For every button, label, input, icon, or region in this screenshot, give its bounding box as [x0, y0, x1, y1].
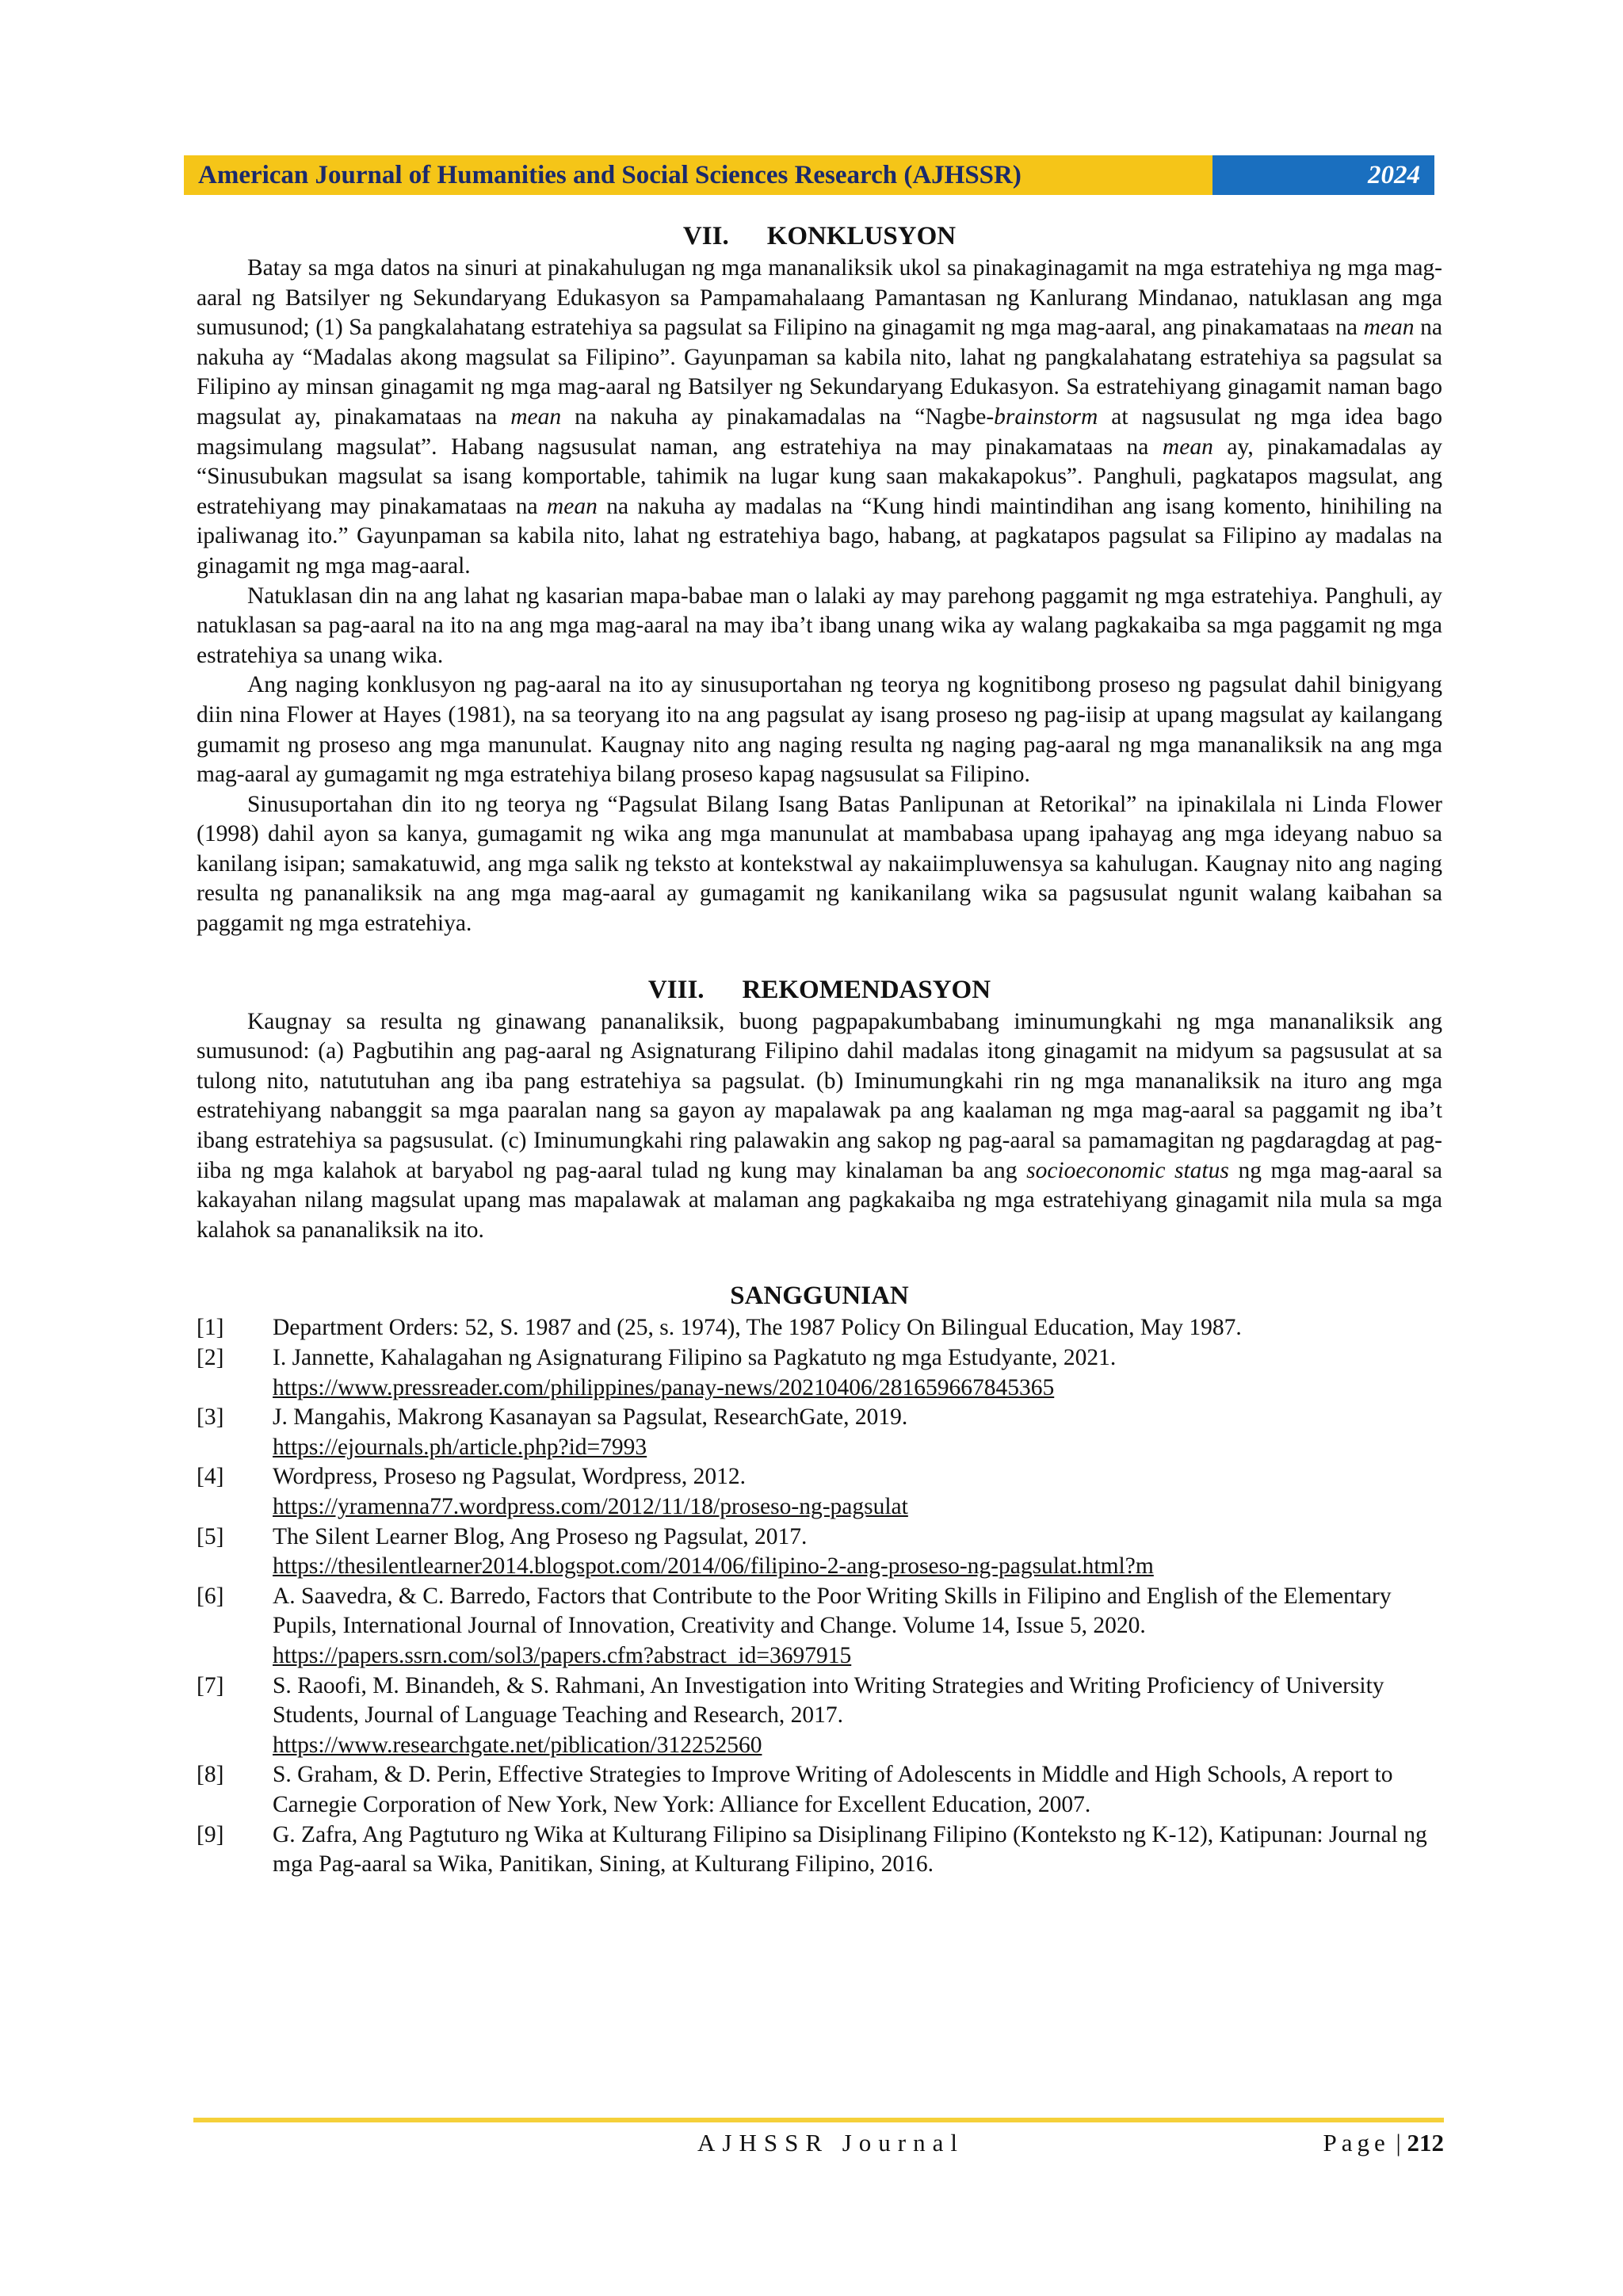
text-run: ay, pinakamadalas ay “Sinusubukan magsulat sa isang komportable, tahimik na lugar kung saan makakapokus”. Panghuli, pagkatapos magsulat, ang estratehiyang may pinakamataas na [197, 434, 1442, 519]
reference-text: S. Raoofi, M. Binandeh, & S. Rahmani, An Investigation into Writing Strategies and Writing Proficiency of University Students, Journal of Language Teaching and Research, 2017. [273, 1672, 1384, 1729]
reference-number: [3] [197, 1404, 224, 1431]
reference-text: A. Saavedra, & C. Barredo, Factors that Contribute to the Poor Writing Skills in Filipino and English of the Elementary Pupils, International Journal of Innovation, Creativity and Change. Volume 14, Issue 5, 2020. [273, 1583, 1392, 1639]
article-body [197, 219, 1442, 1880]
text-run: Batay sa mga datos na sinuri at pinakahulugan ng mga mananaliksik ukol sa pinakaginagamit na mga estratehiya ng mga mag-aaral ng Batsilyer ng Sekundaryang Edukasyon sa Pampamahalaang Pamantasan ng Kanlurang Mindanao, natuklasan ang mga sumusunod; (1) Sa pangkalahatang estratehiya sa pagsulat sa Filipino na ginagamit ng mga mag-aaral, ang pinakamataas na [197, 255, 1442, 341]
paragraph [197, 1007, 1442, 1246]
page-number: 212 [1407, 2129, 1444, 2157]
reference-item [197, 1462, 1442, 1522]
reference-number: [1] [197, 1315, 224, 1341]
text-run: at nagsusulat ng mga idea bago magsimulang magsulat”. Habang nagsusulat naman, ang estratehiya na may pinakamataas na [197, 403, 1442, 460]
reference-number: [6] [197, 1583, 224, 1609]
reference-number: [8] [197, 1762, 224, 1788]
text-run: na nakuha ay madalas na “Kung hindi maintindihan ang isang komento, hinihiling na ipaliwanag ito.” Gayunpaman sa kabila nito, lahat ng estratehiya bago, habang, at pagkatapos pagsulat sa Filipino ay madalas na ginagamit ng mga mag-aaral. [197, 493, 1443, 579]
reference-item [197, 1671, 1442, 1761]
reference-text: Wordpress, Proseso ng Pagsulat, Wordpress, 2012. [273, 1464, 746, 1490]
text-run: Kaugnay sa resulta ng ginawang pananaliksik, buong pagpapakumbabang iminumungkahi ng mga mananaliksik ang sumusunod: (a) Pagbutihin ang pag-aaral ng Asignaturang Filipino dahil madalas itong ginagamit na midyum sa pagsusulat at sa tulong nito, natututuhan ang iba pang estratehiya sa pagsulat. (b) Iminumungkahi rin ng mga mananaliksik na ituro ang mga estratehiyang nabanggit sa mga paaralan nang sa gayon ay mapalawak pa ang kaalaman ng mga mag-aaral sa paggamit ng iba’t ibang estratehiya sa pagsusulat. (c) Iminumungkahi ring palawakin ang sakop ng pag-aaral sa pamamagitan ng pagdaragdag at pag-iiba ng mga kalahok at baryabol ng pag-aaral tulad ng kung may kinalaman ba ang [197, 1008, 1442, 1183]
text-run: ng mga mag-aaral sa kakayahan nilang magsulat upang mas mapalawak at malaman ang pagkakaiba ng mga estratehiyang ginagamit nila mula sa mga kalahok sa pananaliksik na ito. [197, 1157, 1443, 1243]
reference-link[interactable]: https://thesilentlearner2014.blogspot.com/2014/06/filipino-2-ang-proseso-ng-pagsulat.html?m [273, 1553, 1154, 1580]
footer-journal-name: AJHSSR Journal [697, 2129, 965, 2157]
reference-number: [7] [197, 1672, 224, 1698]
reference-item [197, 1582, 1442, 1671]
reference-link[interactable]: https://yramenna77.wordpress.com/2012/11/18/proseso-ng-pagsulat [273, 1493, 908, 1519]
section-title-konklusyon [197, 219, 1442, 254]
reference-number: [5] [197, 1523, 224, 1549]
italic-term: mean [1363, 315, 1415, 341]
reference-text: G. Zafra, Ang Pagtuturo ng Wika at Kulturang Filipino sa Disiplinang Filipino (Konteksto ng K-12), Katipunan: Journal ng mga Pag-aaral sa Wika, Panitikan, Sining, at Kulturang Filipino, 2016. [273, 1821, 1427, 1878]
reference-text: J. Mangahis, Makrong Kasanayan sa Pagsulat, ResearchGate, 2019. [273, 1404, 908, 1431]
italic-term: mean [546, 493, 598, 519]
reference-item [197, 1820, 1442, 1880]
text-run: na nakuha ay pinakamadalas na “Nagbe- [561, 403, 995, 430]
reference-item [197, 1522, 1442, 1582]
reference-item [197, 1403, 1442, 1462]
paragraph: Ang naging konklusyon ng pag-aaral na ito ay sinusuportahan ng teorya ng kognitibong proseso ng pagsulat dahil binigyang diin nina Flower at Hayes (1981), na sa teoryang ito na ang pagsulat ay isang proseso ng pag-iisip at upang magsulat ay kailangang gumamit ng proseso ang mga manunulat. Kaugnay nito ang naging resulta ng naging pag-aaral ng mga mananaliksik na ang mga mag-aaral ay gumagamit ng mga estratehiya bilang proseso kapag nagsusulat sa Filipino. [197, 672, 1442, 788]
reference-item [197, 1313, 1442, 1343]
journal-year: 2024 [1212, 155, 1434, 195]
paragraph [197, 254, 1442, 582]
reference-item [197, 1760, 1442, 1820]
paragraph: Sinusuportahan din ito ng teorya ng “Pagsulat Bilang Isang Batas Panlipunan at Retorikal” na ipinakilala ni Linda Flower (1998) dahil ayon sa kanya, gumagamit ng wika ang mga manunulat at mambabasa upang ipahayag ang mga ideyang nabuo sa kanilang isipan; samakatuwid, ang mga salik ng teksto at kontekstwal ay nakaiimpluwensya sa kahulugan. Kaugnay nito ang naging resulta ng pananaliksik na ang mga mag-aaral ay gumagamit ng kanikanilang wika sa pagsusulat ngunit walang kaibahan sa paggamit ng mga estratehiya. [197, 791, 1442, 937]
section-title-sanggunian: SANGGUNIAN [730, 1282, 909, 1311]
journal-title: American Journal of Humanities and Social Sciences Research (AJHSSR) [184, 155, 1212, 195]
italic-term: mean [510, 403, 562, 430]
text-run: na nakuha ay “Madalas akong magsulat sa Filipino”. Gayunpaman sa kabila nito, lahat ng pangkalahatang estratehiya sa pagsulat sa Filipino ay minsan ginagamit ng mga mag-aaral ng Batsilyer ng Sekundaryang Edukasyon. Sa estratehiyang ginagamit naman bago magsulat ay, pinakamataas na [197, 315, 1443, 430]
page-separator: | [1396, 2129, 1401, 2157]
footer-page-number [1323, 2129, 1444, 2157]
reference-list [197, 1313, 1442, 1879]
section-heading: KONKLUSYON [766, 222, 957, 250]
reference-number: [2] [197, 1345, 224, 1370]
journal-header [184, 155, 1434, 195]
reference-number: [4] [197, 1464, 224, 1490]
italic-term: socioeconomic status [1026, 1157, 1229, 1183]
reference-text: Department Orders: 52, S. 1987 and (25, s. 1974), The 1987 Policy On Bilingual Education, May 1987. [273, 1315, 1242, 1341]
italic-term: mean [1162, 434, 1213, 460]
paragraph: Natuklasan din na ang lahat ng kasarian mapa-babae man o lalaki ay may parehong paggamit ng mga estratehiya. Panghuli, ay natuklasan sa pag-aaral na ito na ang mga mag-aaral na may iba’t ibang unang wika ay walang pagkakaiba sa mga paggamit ng mga estratehiya sa unang wika. [197, 583, 1442, 668]
reference-text: The Silent Learner Blog, Ang Proseso ng Pagsulat, 2017. [273, 1523, 808, 1549]
italic-term: brainstorm [994, 403, 1098, 430]
reference-link[interactable]: https://ejournals.ph/article.php?id=7993 [273, 1434, 647, 1460]
reference-link[interactable]: https://papers.ssrn.com/sol3/papers.cfm?abstract_id=3697915 [273, 1642, 852, 1668]
section-number: VII. [682, 222, 729, 250]
section-title-rekomendasyon [197, 972, 1442, 1007]
reference-item [197, 1343, 1442, 1403]
footer-divider [193, 2118, 1444, 2122]
reference-link[interactable]: https://www.pressreader.com/philippines/panay-news/20210406/281659667845365 [273, 1374, 1055, 1400]
section-number: VIII. [647, 975, 705, 1004]
reference-text: I. Jannette, Kahalagahan ng Asignaturang Filipino sa Pagkatuto ng mga Estudyante, 2021. [273, 1345, 1117, 1370]
reference-number: [9] [197, 1821, 224, 1847]
section-heading: REKOMENDASYON [742, 975, 991, 1004]
reference-link[interactable]: https://www.researchgate.net/piblication/312252560 [273, 1732, 762, 1758]
reference-text: S. Graham, & D. Perin, Effective Strategies to Improve Writing of Adolescents in Middle and High Schools, A report to Carnegie Corporation of New York, New York: Alliance for Excellent Education, 2007. [273, 1762, 1393, 1817]
page-label: Page [1323, 2129, 1390, 2157]
